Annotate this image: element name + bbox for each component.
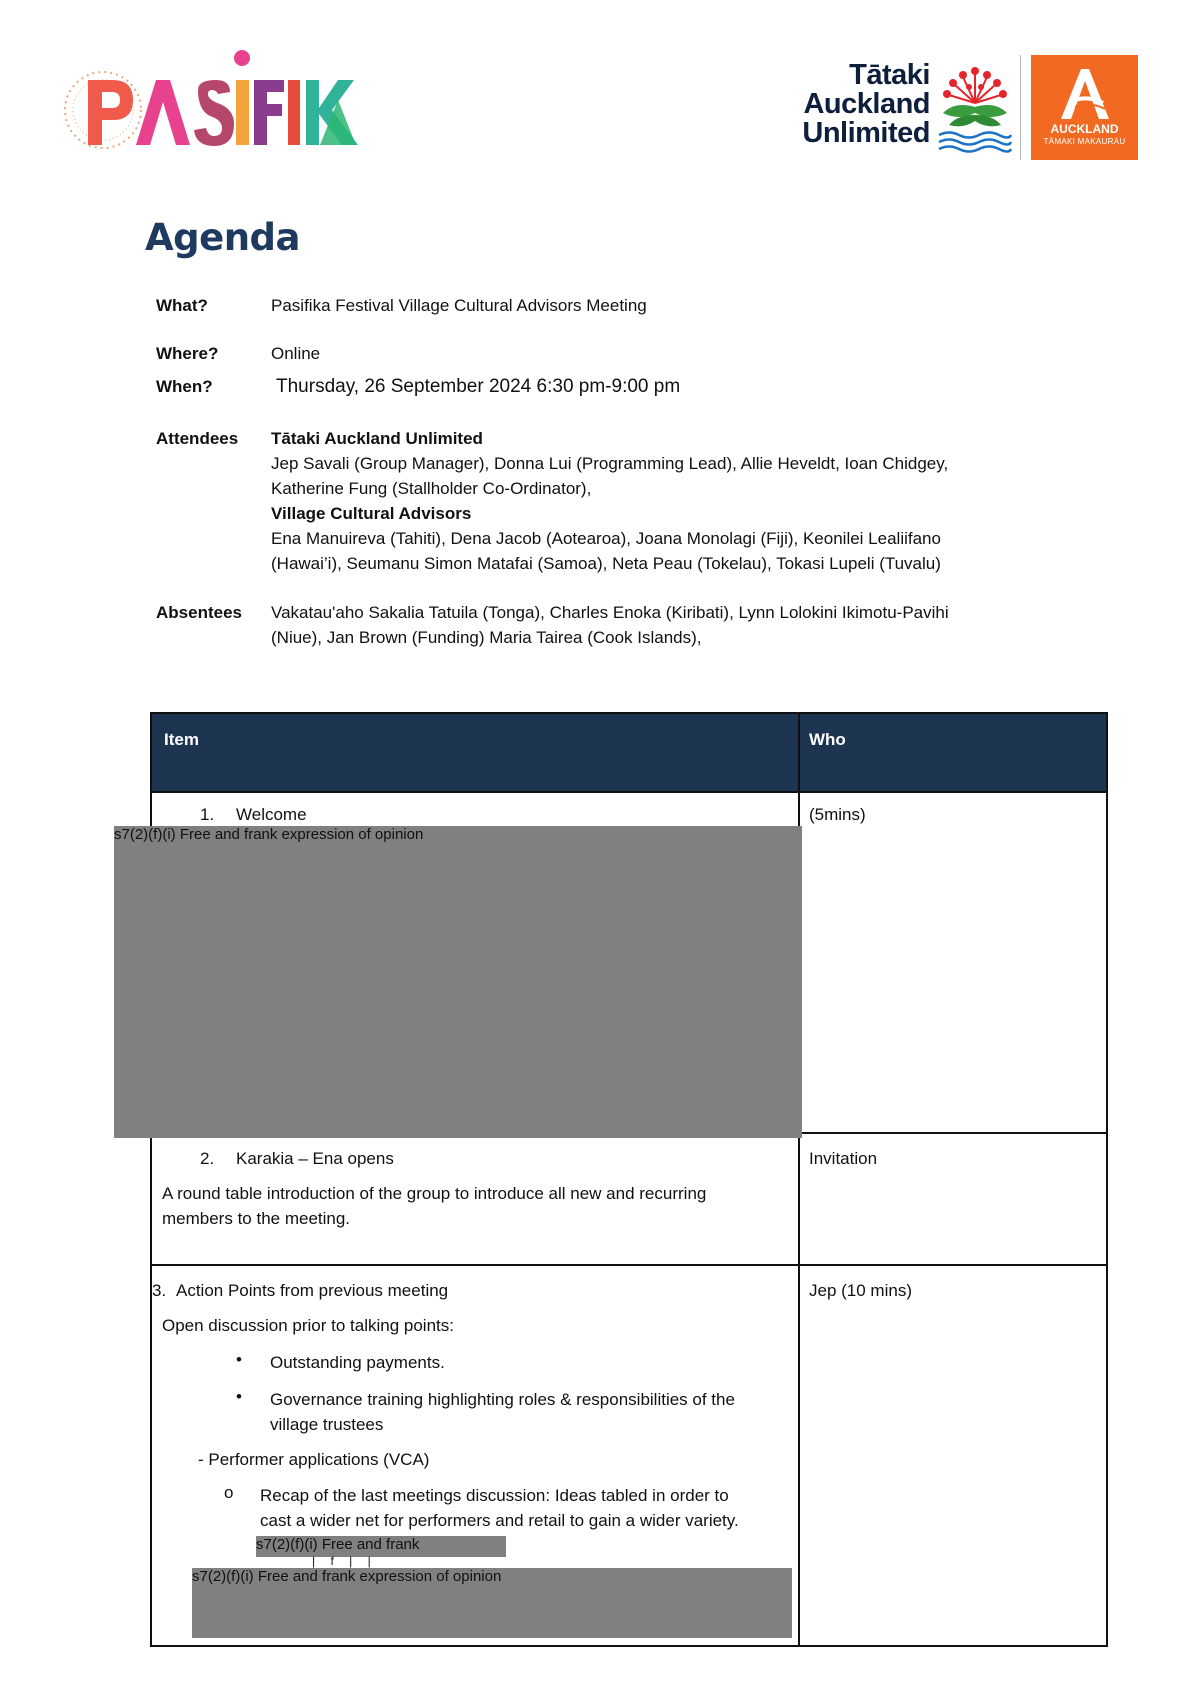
item-1-number: 1. [200, 805, 215, 824]
table-header [152, 714, 1106, 793]
page-title: Agenda [145, 216, 301, 259]
when-value: Thursday, 26 September 2024 6:30 pm-9:00 pm [276, 376, 681, 397]
pohutukawa-icon [935, 63, 1015, 155]
attendees-line: Jep Savali (Group Manager), Donna Lui (Programming Lead), Allie Heveldt, Ioan Chidgey, [271, 454, 949, 473]
attendees-group-vca: Village Cultural Advisors [271, 504, 472, 523]
absentees-line: (Niue), Jan Brown (Funding) Maria Tairea (Cook Islands), [271, 628, 702, 647]
attendees-group-tataki: Tātaki Auckland Unlimited [271, 429, 483, 448]
bullet-icon: • [236, 1387, 242, 1406]
redaction-label: s7(2)(f)(i) Free and frank [256, 1536, 420, 1553]
item-2-title: Karakia – Ena opens [236, 1149, 394, 1168]
item-3-bullet-2: Governance training highlighting roles & responsibilities of the village trustees [270, 1390, 735, 1434]
row-divider [152, 1264, 1106, 1266]
what-label: What? [156, 296, 208, 315]
tataki-auckland-unlimited-logo [790, 55, 1135, 165]
item-3-number: 3. [152, 1281, 167, 1300]
tataki-wordmark: Tātaki Auckland Unlimited [802, 59, 930, 149]
item-3-bullet-1: Outstanding payments. [270, 1353, 445, 1372]
item-3-sub-bullet: Recap of the last meetings discussion: Ideas tabled in order to cast a wider net for performers and retail to gain a wider variety. [260, 1486, 739, 1530]
attendees-line: Katherine Fung (Stallholder Co-Ordinator), [271, 479, 592, 498]
item-1-who: (5mins) [809, 805, 866, 824]
tamaki-makaurau-word: TĀMAKI MAKAURAU [1043, 137, 1126, 146]
item-1-title: Welcome [236, 805, 307, 824]
when-label: When? [156, 377, 213, 396]
auckland-a-icon [1053, 65, 1115, 121]
item-3-sub-heading: - Performer applications (VCA) [198, 1450, 430, 1469]
redaction-residue: | f | | [312, 1554, 377, 1568]
bullet-icon: • [236, 1350, 242, 1369]
attendees-label: Attendees [156, 429, 239, 448]
attendees-list [271, 426, 1031, 576]
absentees-label: Absentees [156, 603, 242, 622]
what-value: Pasifika Festival Village Cultural Advisors Meeting [271, 296, 647, 315]
item-3-who: Jep (10 mins) [809, 1281, 912, 1300]
where-value: Online [271, 344, 321, 363]
item-2-number: 2. [200, 1149, 215, 1168]
item-3-intro: Open discussion prior to talking points: [162, 1316, 454, 1335]
where-label: Where? [156, 344, 219, 363]
item-3-title: Action Points from previous meeting [176, 1281, 449, 1300]
redaction-label: s7(2)(f)(i) Free and frank expression of opinion [192, 1568, 502, 1585]
attendees-line: (Hawai’i), Seumanu Simon Matafai (Samoa), Neta Peau (Tokelau), Tokasi Lupeli (Tuvalu) [271, 554, 941, 573]
absentees-line: Vakatau'aho Sakalia Tatuila (Tonga), Charles Enoka (Kiribati), Lynn Lolokini Ikimotu-Pavihi [271, 603, 949, 622]
pasifika-logo [58, 40, 368, 170]
circle-bullet-icon: o [224, 1483, 234, 1502]
redaction-block [192, 1568, 792, 1638]
auckland-council-logo [1031, 55, 1138, 160]
item-2-who: Invitation [809, 1149, 878, 1168]
column-header-item: Item [164, 730, 199, 749]
attendees-line: Ena Manuireva (Tahiti), Dena Jacob (Aotearoa), Joana Monolagi (Fiji), Keonilei Lealiifano [271, 529, 941, 548]
redaction-block-small [256, 1536, 506, 1557]
logo-divider [1020, 55, 1021, 160]
redaction-block [114, 826, 802, 1138]
redaction-label: s7(2)(f)(i) Free and frank expression of opinion [114, 826, 424, 843]
absentees-list [271, 600, 1031, 650]
column-header-who: Who [809, 730, 846, 749]
item-2-description: A round table introduction of the group to introduce all new and recurring members to the meeting. [162, 1184, 707, 1228]
auckland-word: AUCKLAND [1050, 122, 1119, 136]
